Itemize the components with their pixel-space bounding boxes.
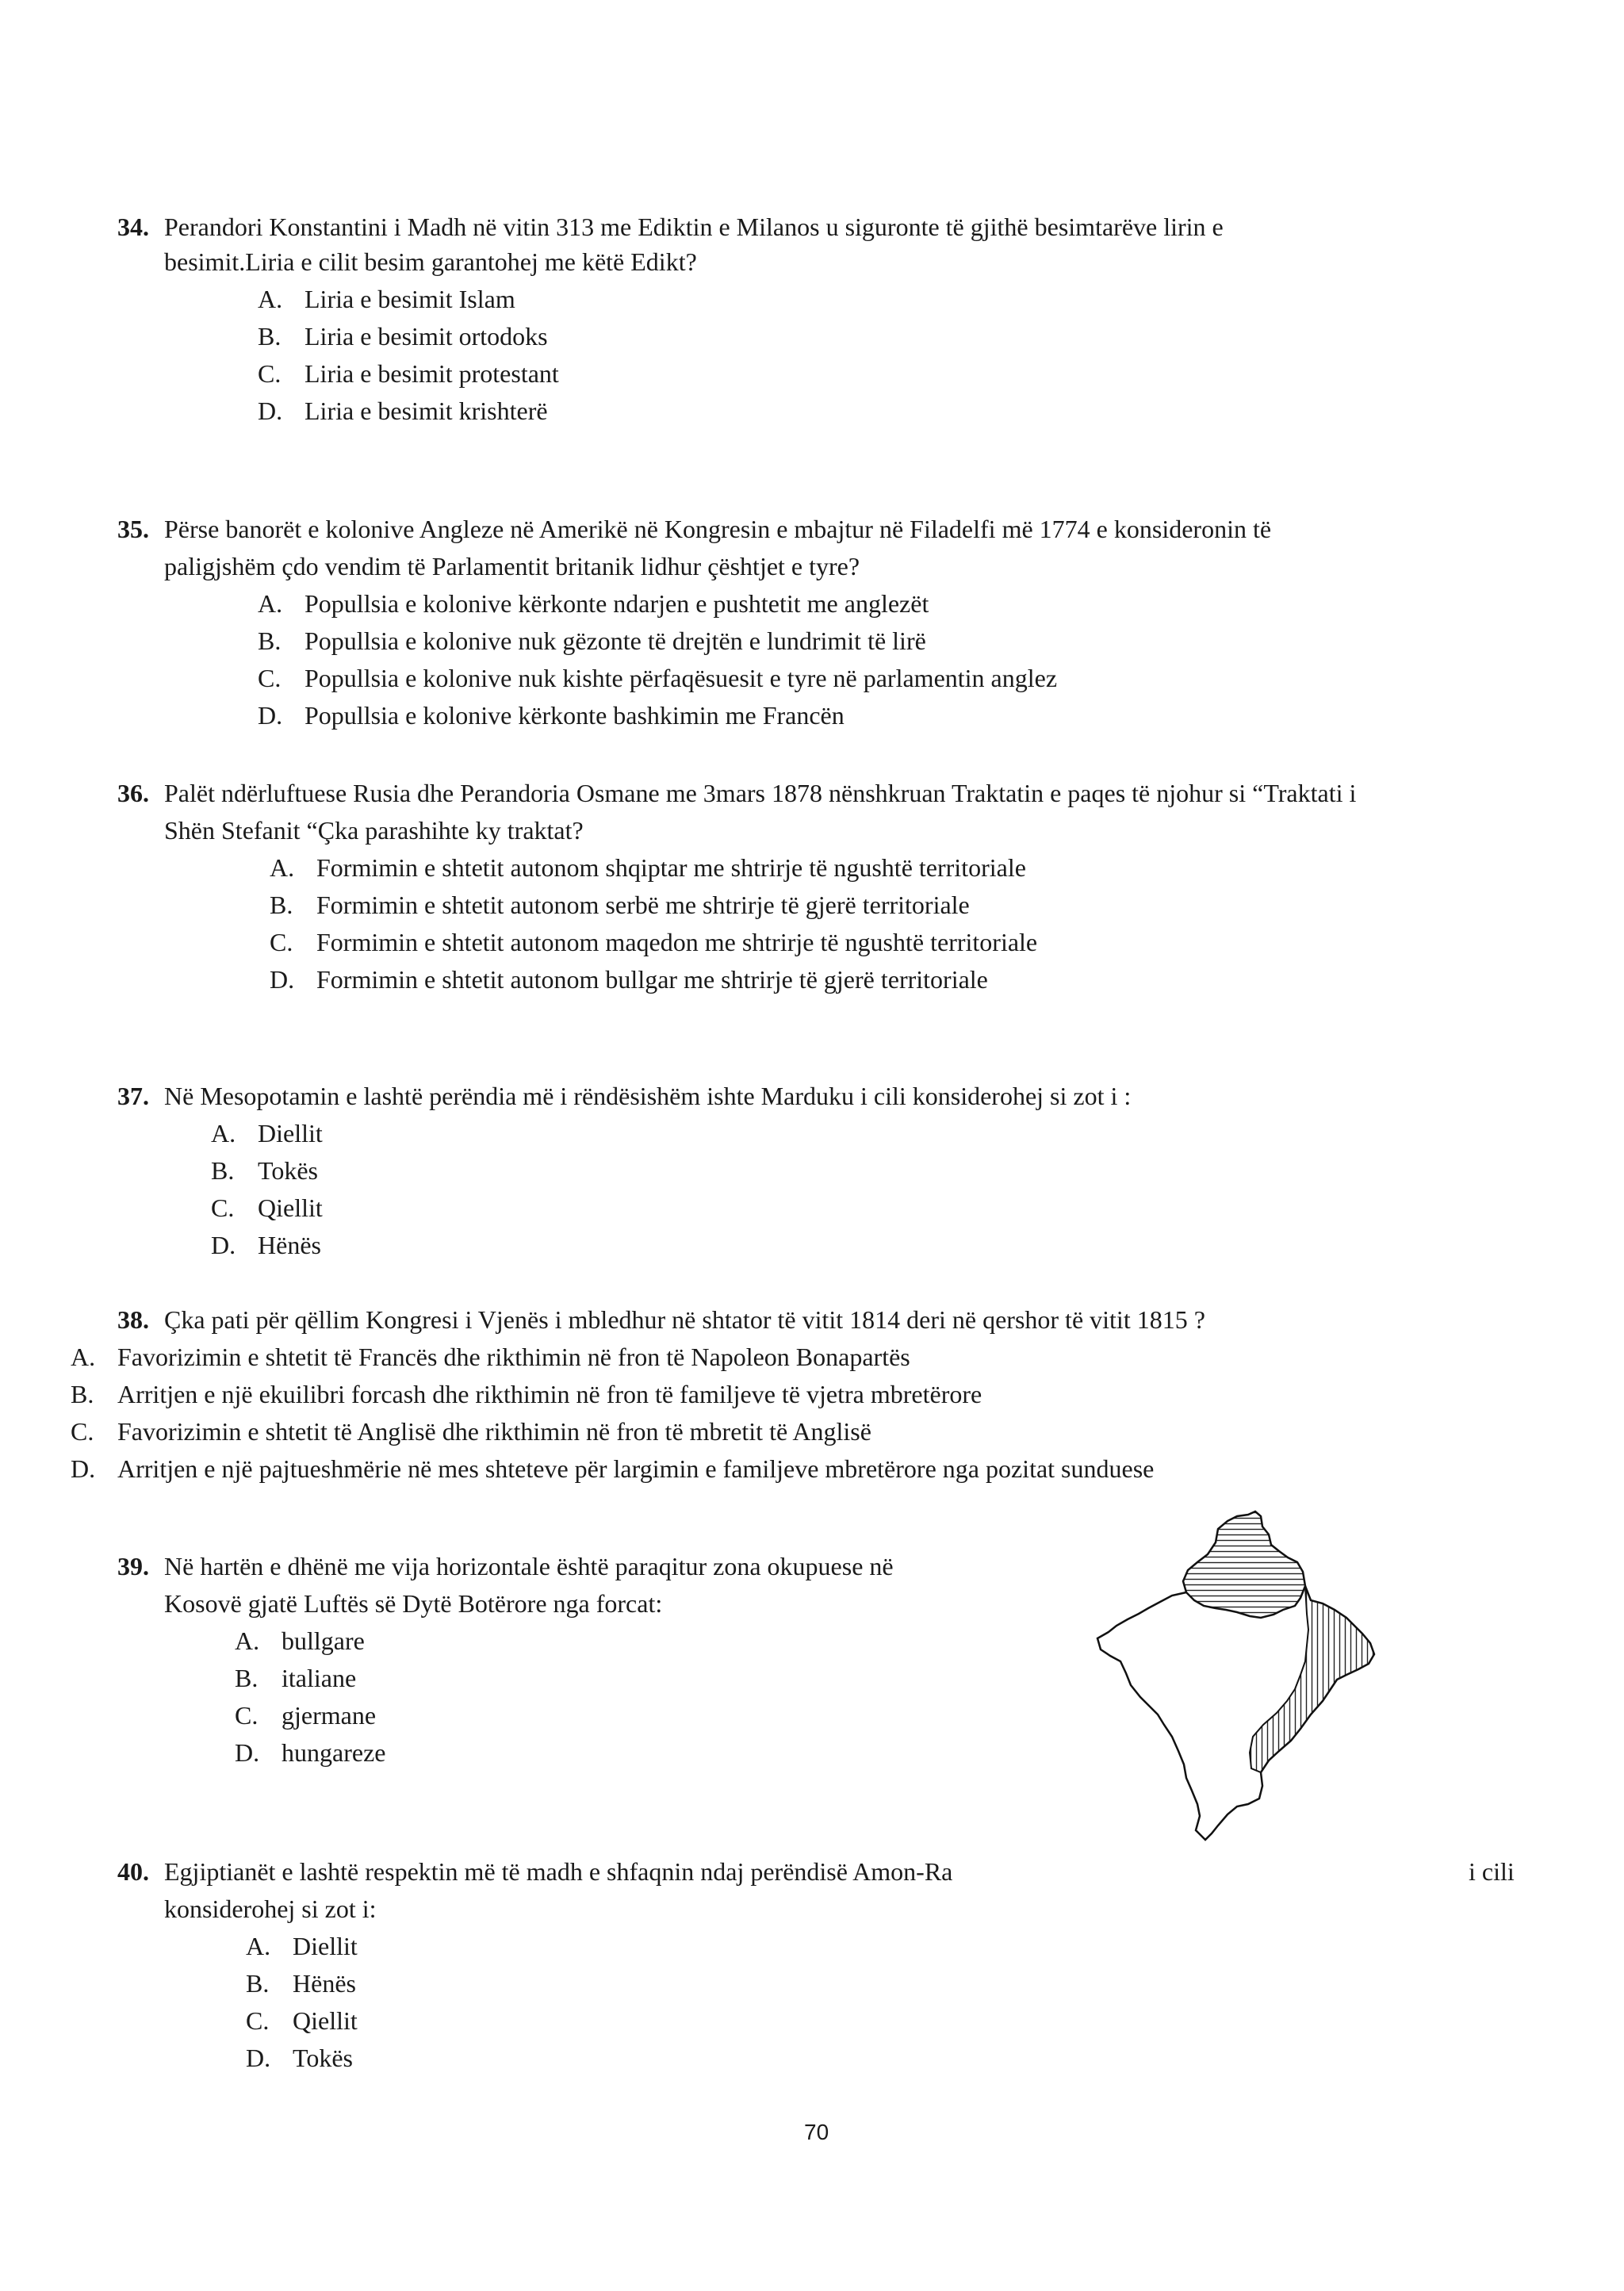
option-text: Diellit xyxy=(293,1932,358,1960)
option-text: gjermane xyxy=(282,1701,377,1730)
option-letter: B. xyxy=(235,1664,259,1692)
option-letter: B. xyxy=(246,1969,270,1998)
option-letter: C. xyxy=(71,1417,94,1446)
option-letter: B. xyxy=(270,891,293,919)
northern-zone-shape xyxy=(1183,1511,1305,1618)
question-text-line: Palët ndërluftuese Rusia dhe Perandoria Osmane me 3mars 1878 nënshkruan Traktatin e paqes të njohur si “Traktati i xyxy=(164,779,1357,807)
option-letter: A. xyxy=(71,1343,96,1371)
option-letter: D. xyxy=(270,965,295,994)
question-number: 35. xyxy=(117,515,149,543)
option-text: Arritjen e një pajtueshmërie në mes shteteve për largimin e familjeve mbretërore nga pozitat sunduese xyxy=(117,1454,1155,1483)
option-letter: A. xyxy=(235,1626,260,1655)
option-text: Tokës xyxy=(258,1156,318,1185)
option-letter: C. xyxy=(258,664,282,692)
option-text: Formimin e shtetit autonom shqiptar me shtrirje të ngushtë territoriale xyxy=(316,853,1026,882)
question-number: 37. xyxy=(117,1082,149,1110)
question-number: 39. xyxy=(117,1552,149,1580)
option-text: Arritjen e një ekuilibri forcash dhe rikthimin në fron të familjeve të vjetra mbretërore xyxy=(117,1380,982,1408)
question-text-line: Perandori Konstantini i Madh në vitin 313 me Ediktin e Milanos u siguronte të gjithë besimtarëve lirin e xyxy=(164,213,1224,241)
option-text: Qiellit xyxy=(293,2006,358,2035)
option-text: Hënës xyxy=(258,1231,321,1259)
option-letter: A. xyxy=(246,1932,271,1960)
option-text: Qiellit xyxy=(258,1193,323,1222)
option-letter: C. xyxy=(258,359,282,388)
option-letter: B. xyxy=(258,626,282,655)
option-letter: C. xyxy=(211,1193,235,1222)
option-letter: D. xyxy=(71,1454,96,1483)
option-letter: A. xyxy=(270,853,295,882)
question-text-line: Në hartën e dhënë me vija horizontale është paraqitur zona okupuese në xyxy=(164,1552,894,1580)
option-letter: B. xyxy=(258,322,282,351)
option-letter: B. xyxy=(211,1156,235,1185)
question-text-line: konsiderohej si zot i: xyxy=(164,1894,377,1923)
kosovo-occupation-map-icon xyxy=(1093,1499,1410,1856)
option-text: bullgare xyxy=(282,1626,365,1655)
option-text: Popullsia e kolonive kërkonte bashkimin me Francën xyxy=(304,701,845,730)
question-text-line: paligjshëm çdo vendim të Parlamentit britanik lidhur çështjet e tyre? xyxy=(164,552,860,580)
option-text: Popullsia e kolonive kërkonte ndarjen e pushtetit me anglezët xyxy=(304,589,929,618)
option-text: Liria e besimit ortodoks xyxy=(304,322,548,351)
option-letter: D. xyxy=(258,701,283,730)
option-text: Liria e besimit krishterë xyxy=(304,397,548,425)
question-number: 38. xyxy=(117,1305,149,1334)
option-letter: C. xyxy=(235,1701,259,1730)
option-text: Hënës xyxy=(293,1969,356,1998)
question-text-line: Çka pati për qëllim Kongresi i Vjenës i mbledhur në shtator të vitit 1814 deri në qershor të vitit 1815 ? xyxy=(164,1305,1205,1334)
question-text-line: Egjiptianët e lashtë respektin më të madh e shfaqnin ndaj perëndisë Amon-Ra xyxy=(164,1857,953,1886)
option-letter: A. xyxy=(258,589,283,618)
option-letter: D. xyxy=(211,1231,236,1259)
option-text: hungareze xyxy=(282,1738,386,1767)
question-number: 40. xyxy=(117,1857,149,1886)
option-text: Formimin e shtetit autonom bullgar me shtrirje të gjerë territoriale xyxy=(316,965,988,994)
option-text: Liria e besimit Islam xyxy=(304,285,515,313)
option-text: Formimin e shtetit autonom serbë me shtrirje të gjerë territoriale xyxy=(316,891,970,919)
option-letter: A. xyxy=(258,285,283,313)
question-text-line: Në Mesopotamin e lashtë perëndia më i rëndësishëm ishte Marduku i cili konsiderohej si zot i : xyxy=(164,1082,1132,1110)
option-text: Popullsia e kolonive nuk gëzonte të drejtën e lundrimit të lirë xyxy=(304,626,926,655)
option-text: Favorizimin e shtetit të Francës dhe rikthimin në fron të Napoleon Bonapartës xyxy=(117,1343,910,1371)
question-text-line: besimit.Liria e cilit besim garantohej me këtë Edikt? xyxy=(164,247,697,276)
option-letter: D. xyxy=(246,2044,271,2072)
option-text: Diellit xyxy=(258,1119,323,1147)
question-text-line: Përse banorët e kolonive Angleze në Amerikë në Kongresin e mbajtur në Filadelfi më 1774 e konsideronin të xyxy=(164,515,1272,543)
option-letter: A. xyxy=(211,1119,236,1147)
question-number: 34. xyxy=(117,213,149,241)
option-letter: D. xyxy=(258,397,283,425)
option-text: Formimin e shtetit autonom maqedon me shtrirje të ngushtë territoriale xyxy=(316,928,1038,956)
page-number: 70 xyxy=(804,2120,829,2144)
question-trailing-text: i cili xyxy=(1469,1857,1515,1886)
question-number: 36. xyxy=(117,779,149,807)
option-text: italiane xyxy=(282,1664,357,1692)
option-letter: C. xyxy=(270,928,293,956)
question-text-line: Shën Stefanit “Çka parashihte ky traktat? xyxy=(164,816,584,845)
question-text-line: Kosovë gjatë Luftës së Dytë Botërore nga forcat: xyxy=(164,1589,663,1618)
option-letter: C. xyxy=(246,2006,270,2035)
option-text: Tokës xyxy=(293,2044,353,2072)
option-text: Liria e besimit protestant xyxy=(304,359,559,388)
option-letter: D. xyxy=(235,1738,260,1767)
option-text: Favorizimin e shtetit të Anglisë dhe rikthimin në fron të mbretit të Anglisë xyxy=(117,1417,871,1446)
option-letter: B. xyxy=(71,1380,94,1408)
option-text: Popullsia e kolonive nuk kishte përfaqësuesit e tyre në parlamentin anglez xyxy=(304,664,1058,692)
